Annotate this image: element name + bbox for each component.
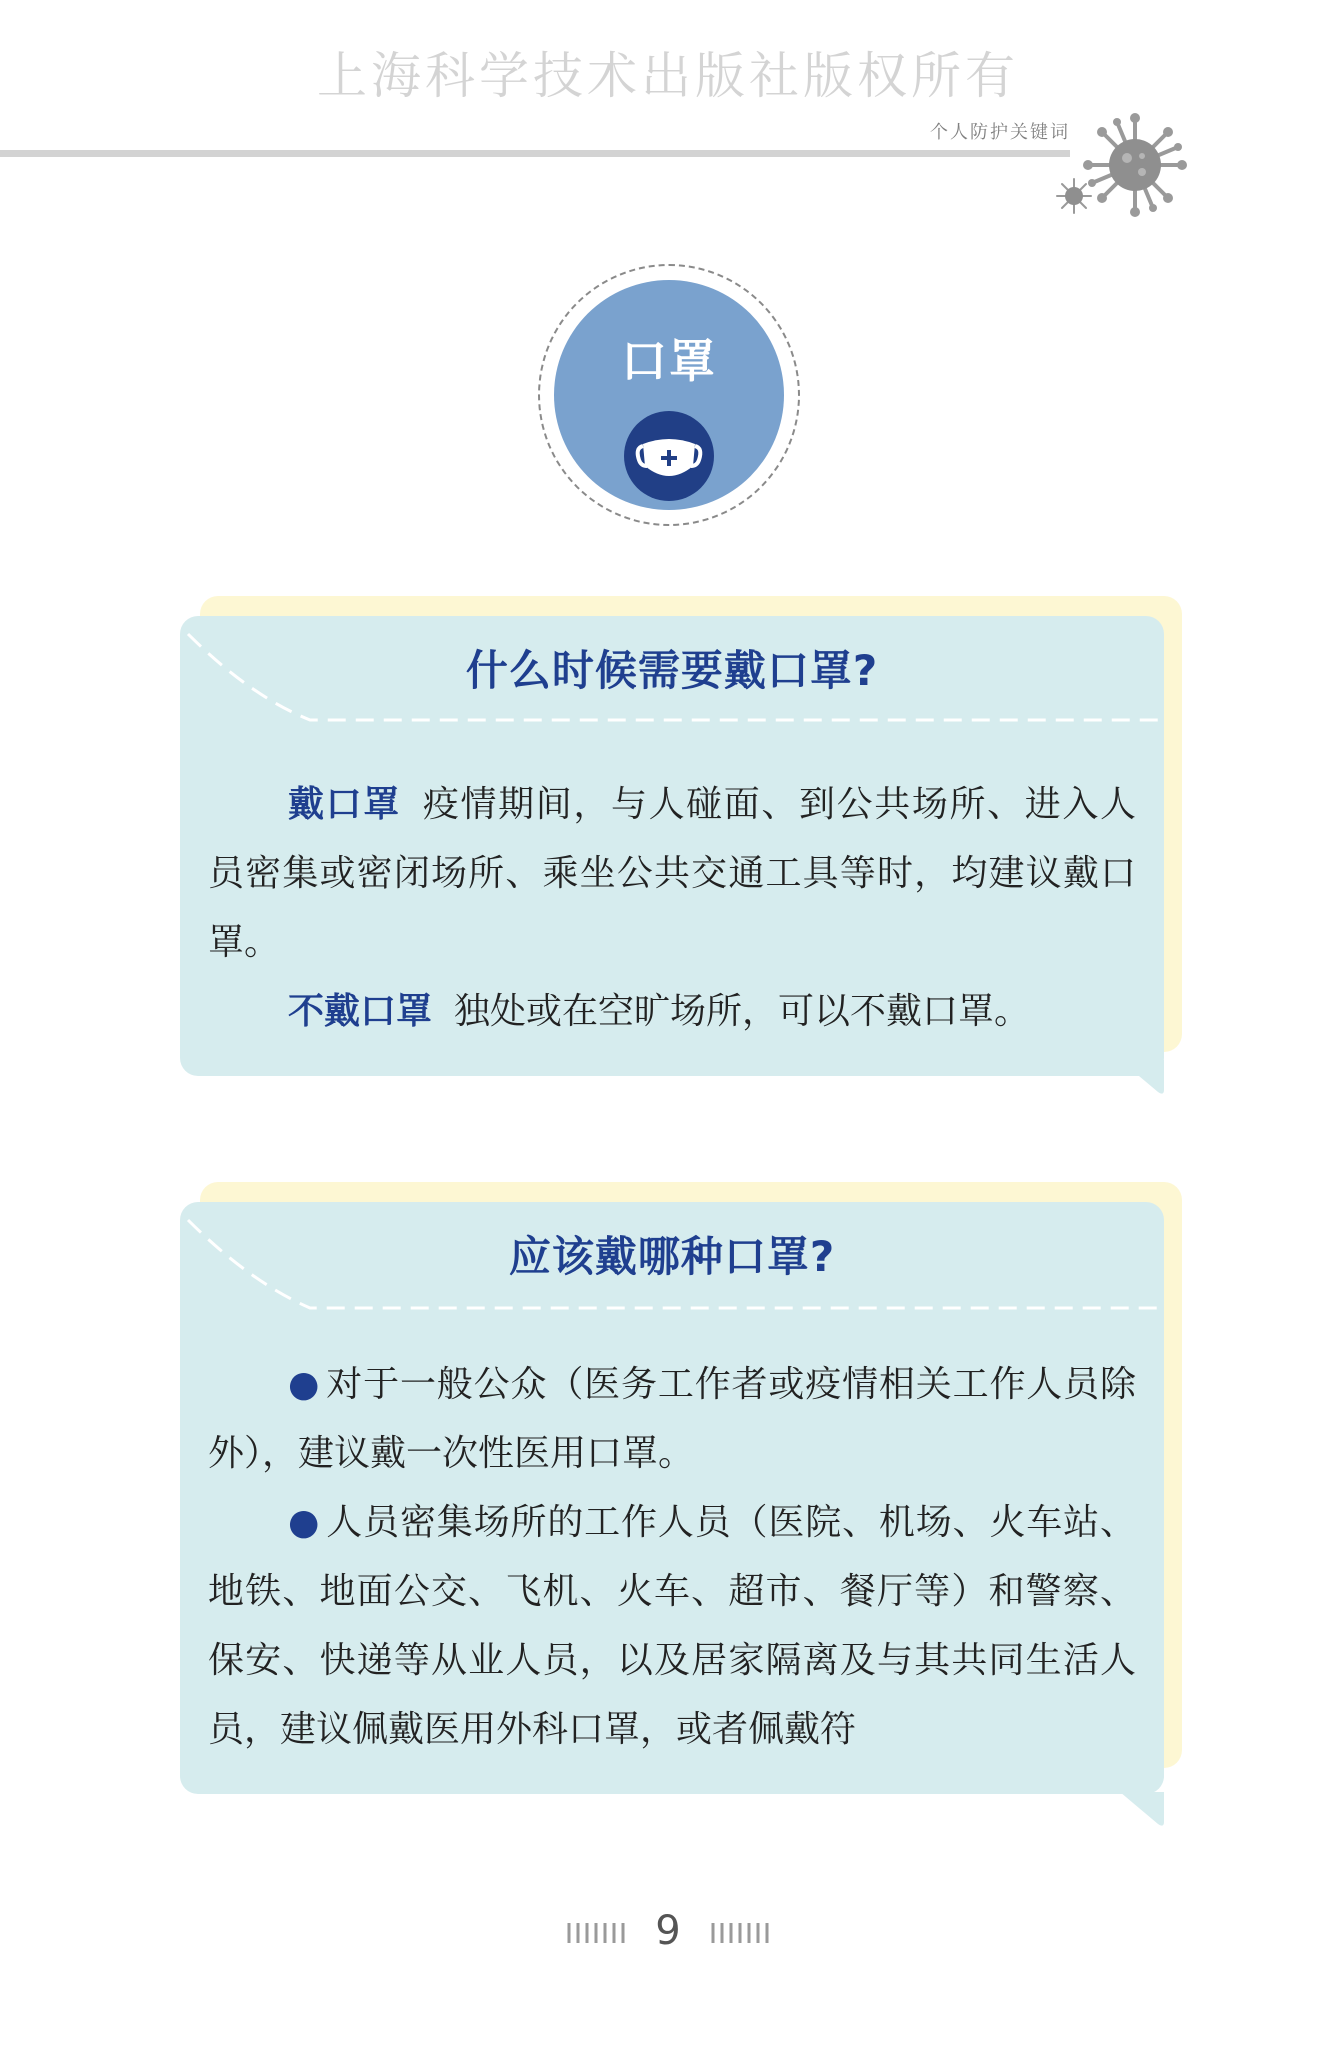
info-card xyxy=(180,1202,1164,1794)
paragraph xyxy=(208,977,1136,1046)
page-number: 9 xyxy=(655,1908,681,1954)
paragraph-text: 独处或在空旷场所，可以不戴口罩。 xyxy=(454,991,1031,1032)
page-ticks-left xyxy=(567,1921,625,1945)
paragraph-text: 疫情期间，与人碰面、到公共场所、进入人员密集或密闭场所、乘坐公共交通工具等时，均建议戴口罩。 xyxy=(208,784,1136,963)
bullet-text: 人员密集场所的工作人员（医院、机场、火车站、地铁、地面公交、飞机、火车、超市、餐厅等）和警察、保安、快递等从业人员，以及居家隔离及与其共同生活人员，建议佩戴医用外科口罩，或者佩戴符 xyxy=(208,1502,1136,1750)
bullet-paragraph xyxy=(208,1488,1136,1764)
virus-icon xyxy=(1080,110,1190,220)
bullet-dot: ● xyxy=(288,1364,321,1405)
small-virus-icon xyxy=(1054,176,1094,216)
card-title: 什么时候需要戴口罩? xyxy=(465,646,879,695)
paragraph xyxy=(208,770,1136,977)
header-keyword: 个人防护关键词 xyxy=(930,122,1070,143)
card-title: 应该戴哪种口罩? xyxy=(508,1232,836,1281)
keyword: 戴口罩 xyxy=(288,784,401,825)
bullet-paragraph xyxy=(208,1350,1136,1488)
info-card xyxy=(180,616,1164,1076)
bullet-dot: ● xyxy=(288,1502,321,1543)
page-number-area xyxy=(0,1908,1336,1954)
header-divider xyxy=(0,150,1070,157)
page-ticks-right xyxy=(711,1921,769,1945)
keyword: 不戴口罩 xyxy=(288,991,433,1032)
watermark: 上海科学技术出版社版权所有 xyxy=(317,47,1019,105)
card-tail xyxy=(1120,1792,1164,1828)
bullet-text: 对于一般公众（医务工作者或疫情相关工作人员除外），建议戴一次性医用口罩。 xyxy=(208,1364,1136,1474)
mask-icon xyxy=(623,410,715,502)
badge-title: 口罩 xyxy=(621,334,717,388)
